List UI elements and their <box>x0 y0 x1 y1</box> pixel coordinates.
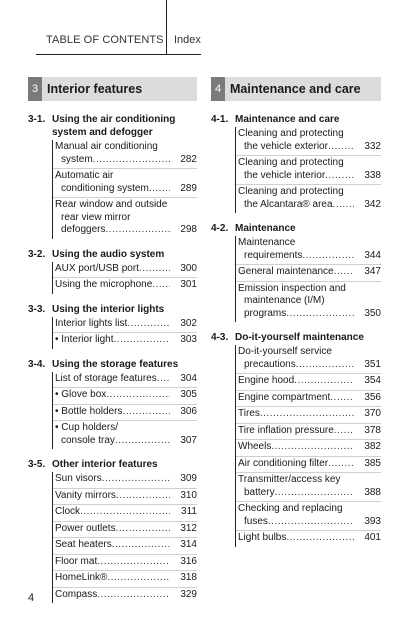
toc-entry-line-text: Automatic air <box>55 170 114 181</box>
page-ref[interactable]: 382 <box>364 441 381 452</box>
toc-entry-text <box>55 199 170 237</box>
toc-entry-line-text: • Glove box <box>55 389 107 400</box>
toc-entry-list <box>52 372 197 450</box>
toc-entry-line <box>55 279 170 292</box>
toc-entry-text <box>55 572 170 585</box>
toc-entry-text <box>238 128 354 153</box>
toc-entry-text <box>55 490 170 503</box>
toc-entry-line-text: fuses <box>244 515 268 527</box>
dot-leader <box>102 473 170 486</box>
toc-entry-line <box>238 199 354 212</box>
section-title: Interior features <box>42 77 197 101</box>
dot-leader <box>286 308 354 321</box>
toc-entry-line-text: Tires <box>238 408 260 419</box>
subsection-heading[interactable] <box>211 113 381 126</box>
toc-entry[interactable] <box>53 317 197 333</box>
section-number: 4 <box>211 77 225 101</box>
dot-leader <box>271 441 354 454</box>
page-ref[interactable]: 370 <box>364 408 381 419</box>
toc-entry[interactable] <box>236 456 381 473</box>
toc-entry-line-text: Cleaning and protecting <box>238 157 344 168</box>
dot-leader <box>333 199 354 212</box>
toc-entry[interactable] <box>236 184 381 213</box>
subsection-heading[interactable] <box>28 303 197 316</box>
toc-entry-text <box>55 389 170 402</box>
toc-entry-line-text: programs <box>244 307 287 319</box>
toc-entry[interactable] <box>236 501 381 530</box>
toc-entry-line-text: console tray <box>61 434 115 446</box>
subsection <box>211 113 381 213</box>
page-ref[interactable]: 351 <box>364 358 381 370</box>
toc-entry-text <box>238 392 354 405</box>
toc-entry[interactable] <box>236 281 381 323</box>
page-ref[interactable]: 388 <box>364 486 381 498</box>
toc-entry-line <box>55 539 170 552</box>
dot-leader <box>139 263 170 276</box>
toc-entry-line-text: conditioning system <box>61 182 149 194</box>
page-ref[interactable]: 309 <box>180 473 197 484</box>
section-header <box>28 77 197 101</box>
dot-leader <box>275 487 354 500</box>
header-divider <box>166 0 167 54</box>
subsection-number: 3-4. <box>28 358 46 370</box>
page-ref[interactable]: 347 <box>364 266 381 277</box>
subsection-title: Using the air conditioning system and defogger <box>52 114 176 138</box>
toc-entry-line-text: Do-it-yourself service <box>238 346 332 357</box>
toc-entry[interactable] <box>236 155 381 184</box>
toc-entry-line <box>55 406 170 419</box>
toc-entry-text <box>55 422 170 447</box>
subsection <box>28 358 197 450</box>
toc-entry-line-text: Emission inspection and <box>238 282 346 294</box>
toc-entry-text <box>238 346 354 371</box>
dot-leader <box>80 506 170 519</box>
toc-entry[interactable] <box>236 530 381 547</box>
toc-entry-line <box>55 224 170 237</box>
toc-entry-line <box>238 250 354 263</box>
toc-entry-list <box>52 262 197 294</box>
toc-entry-text <box>238 375 354 388</box>
toc-entry-text <box>55 523 170 536</box>
toc-entry-list <box>52 472 197 603</box>
page-number: 4 <box>28 592 35 604</box>
subsection-title: Using the audio system <box>52 248 165 260</box>
toc-entry-line <box>238 346 354 359</box>
page-ref[interactable]: 342 <box>364 198 381 210</box>
toc-entry-line <box>55 154 170 167</box>
section-column-interior-features <box>28 77 197 603</box>
toc-entry[interactable] <box>53 570 197 587</box>
section-column-maintenance-and-care <box>211 77 381 547</box>
toc-entry[interactable] <box>53 168 197 197</box>
toc-entry[interactable] <box>53 262 197 278</box>
page-ref[interactable]: 300 <box>180 262 197 274</box>
toc-entry[interactable] <box>53 488 197 505</box>
page-ref[interactable]: 311 <box>181 506 197 517</box>
toc-entry-line <box>55 334 170 347</box>
toc-entry[interactable] <box>53 504 197 521</box>
dot-leader <box>127 318 170 331</box>
toc-entry-line-text: Transmitter/access key <box>238 474 341 485</box>
toc-entry-line <box>238 186 354 199</box>
toc-entry[interactable] <box>236 236 381 264</box>
toc-entry[interactable] <box>53 554 197 571</box>
page-ref[interactable]: 344 <box>364 249 381 261</box>
subsection-heading[interactable] <box>28 113 197 139</box>
dot-leader <box>149 183 170 196</box>
toc-entry-line <box>55 589 170 602</box>
section-header <box>211 77 381 101</box>
page-ref[interactable]: 314 <box>180 539 197 550</box>
toc-entry-line <box>238 487 354 500</box>
toc-entry-line-text: Sun visors <box>55 473 102 484</box>
toc-entry-line-text: maintenance (I/M) <box>244 295 325 306</box>
toc-entry-line <box>55 572 170 585</box>
toc-entry-text <box>55 589 170 602</box>
subsection-heading[interactable] <box>211 222 381 235</box>
toc-entry-line-text: Maintenance <box>238 237 296 248</box>
toc-entry-text <box>55 406 170 419</box>
dot-leader <box>122 406 170 419</box>
toc-entry-line <box>55 506 170 519</box>
page-ref[interactable]: 312 <box>180 522 197 534</box>
dot-leader <box>294 375 354 388</box>
toc-entry-line <box>55 183 170 196</box>
toc-entry[interactable] <box>236 390 381 407</box>
toc-entry-line-text: Engine compartment <box>238 391 331 403</box>
toc-entry-line-text: battery <box>244 486 275 498</box>
toc-entry-line <box>238 295 354 308</box>
toc-entry-line-text: Interior lights list <box>55 317 128 329</box>
toc-entry-list <box>235 127 381 213</box>
toc-entry-line <box>238 425 354 438</box>
toc-entry-line-text: Cleaning and protecting <box>238 186 344 197</box>
toc-entry-line <box>55 556 170 569</box>
header-rule <box>36 54 201 55</box>
toc-entry-line <box>55 141 170 154</box>
toc-entry-line-text: Light bulbs <box>238 532 287 543</box>
toc-entry-line-text: Cleaning and protecting <box>238 128 344 139</box>
section-title: Maintenance and care <box>225 77 381 101</box>
toc-entry-text <box>55 506 170 519</box>
toc-entry-text <box>55 373 170 386</box>
toc-entry-line-text: Seat heaters <box>55 539 112 550</box>
toc-entry-text <box>238 425 354 438</box>
subsection-number: 4-1. <box>211 114 229 125</box>
page-ref[interactable]: 298 <box>180 224 197 235</box>
toc-entry-text <box>238 503 354 528</box>
dot-leader <box>152 279 170 292</box>
dot-leader <box>105 224 170 237</box>
toc-entry-line-text: Power outlets <box>55 522 116 534</box>
page-header <box>0 0 416 60</box>
toc-entry-text <box>238 441 354 454</box>
toc-entry-line <box>238 408 354 421</box>
page-ref[interactable]: 304 <box>180 372 197 384</box>
page-ref[interactable]: 289 <box>180 182 197 194</box>
toc-entry-line-text: the vehicle exterior <box>244 140 328 152</box>
subsection-number: 4-3. <box>211 332 229 343</box>
toc-entry-line-text: List of storage features <box>55 372 157 384</box>
toc-entry[interactable] <box>53 521 197 538</box>
dot-leader <box>112 539 170 552</box>
toc-entry-text <box>55 170 170 195</box>
toc-entry-line <box>55 199 170 212</box>
toc-entry-text <box>55 334 170 347</box>
page-ref[interactable]: 385 <box>364 457 381 469</box>
toc-entry-text <box>238 408 354 421</box>
toc-entry-line <box>238 237 354 250</box>
toc-entry[interactable] <box>53 472 197 488</box>
page-ref[interactable]: 307 <box>180 434 197 446</box>
toc-entry-line-text: • Cup holders/ <box>55 422 118 433</box>
dot-leader <box>302 250 354 263</box>
toc-entry-line <box>238 441 354 454</box>
toc-entry-line <box>55 422 170 435</box>
page-ref[interactable]: 305 <box>180 389 197 400</box>
toc-entry[interactable] <box>53 404 197 421</box>
subsection <box>211 331 381 547</box>
toc-entry[interactable] <box>236 264 381 281</box>
dot-leader <box>268 516 354 529</box>
dot-leader <box>328 141 354 154</box>
toc-entry-line <box>55 389 170 402</box>
toc-entry-line-text: Wheels <box>238 441 272 452</box>
toc-entry-line <box>55 318 170 331</box>
page-ref[interactable]: 356 <box>364 391 381 403</box>
toc-entry-line-text: Using the microphone <box>55 279 153 290</box>
dot-leader <box>97 589 170 602</box>
subsection-title: Do-it-yourself maintenance <box>235 332 364 343</box>
toc-entry[interactable] <box>53 537 197 554</box>
dot-leader <box>328 458 354 471</box>
toc-entry-line <box>55 373 170 386</box>
dot-leader <box>296 359 354 372</box>
toc-entry-text <box>238 474 354 499</box>
toc-entry-line <box>238 458 354 471</box>
toc-entry-line <box>238 170 354 183</box>
subsection-title: Maintenance and care <box>235 114 340 125</box>
dot-leader <box>334 425 354 438</box>
page-ref[interactable]: 302 <box>180 317 197 329</box>
toc-entry-list <box>235 345 381 547</box>
page-ref[interactable]: 393 <box>364 515 381 527</box>
dot-leader <box>114 334 170 347</box>
toc-entry-text <box>238 237 354 262</box>
toc-entry-text <box>55 473 170 486</box>
toc-entry-line-text: Engine hood <box>238 375 295 386</box>
toc-entry[interactable] <box>53 332 197 349</box>
dot-leader <box>115 435 170 448</box>
toc-entry[interactable] <box>236 472 381 501</box>
toc-entry-line <box>238 283 354 296</box>
toc-entry-line-text: Checking and replacing <box>238 503 343 514</box>
toc-entry-line-text: AUX port/USB port <box>55 262 139 274</box>
toc-entry-line <box>238 532 354 545</box>
toc-entry-text <box>238 283 354 321</box>
subsection <box>28 303 197 349</box>
toc-entry-line <box>238 128 354 141</box>
toc-entry-line <box>238 392 354 405</box>
dot-leader <box>330 392 354 405</box>
toc-entry-text <box>55 318 170 331</box>
toc-entry-text <box>55 279 170 292</box>
toc-entry-line-text: Compass <box>55 588 98 600</box>
toc-entry-line <box>238 375 354 388</box>
section-number: 3 <box>28 77 42 101</box>
toc-entry[interactable] <box>53 420 197 449</box>
subsection <box>28 248 197 294</box>
toc-entry[interactable] <box>236 423 381 440</box>
toc-entry-line <box>55 523 170 536</box>
subsection <box>211 222 381 322</box>
subsection <box>28 458 197 603</box>
toc-entry[interactable] <box>53 387 197 404</box>
dot-leader <box>107 572 170 585</box>
toc-entry-line-text: Floor mat <box>55 555 98 567</box>
subsection-number: 3-5. <box>28 459 46 470</box>
toc-entry-text <box>238 266 354 279</box>
subsection-number: 3-3. <box>28 303 46 315</box>
toc-entry-line <box>238 141 354 154</box>
page-ref[interactable]: 378 <box>364 424 381 436</box>
toc-entry[interactable] <box>53 197 197 239</box>
toc-entry-line-text: the Alcantara® area <box>244 198 333 210</box>
toc-entry[interactable] <box>53 372 197 388</box>
toc-entry-text <box>55 141 170 166</box>
toc-entry-text <box>55 263 170 276</box>
toc-entry-text <box>238 186 354 211</box>
dot-leader <box>93 154 170 167</box>
page-ref[interactable]: 332 <box>364 140 381 152</box>
toc-entry-list <box>52 317 197 349</box>
dot-leader <box>334 266 354 279</box>
page-ref[interactable]: 350 <box>364 307 381 319</box>
toc-entry-text <box>238 458 354 471</box>
page-ref[interactable]: 354 <box>364 375 381 386</box>
dot-leader <box>286 532 354 545</box>
toc-entry-line <box>238 516 354 529</box>
toc-entry-line-text: Manual air conditioning <box>55 141 158 152</box>
toc-entry-line <box>238 308 354 321</box>
toc-entry-list <box>235 236 381 322</box>
toc-entry-line-text: HomeLink® <box>55 572 108 583</box>
toc-entry-line-text: Rear window and outside <box>55 199 168 210</box>
toc-entry-line-text: Vanity mirrors <box>55 489 116 501</box>
page-ref[interactable]: 306 <box>180 405 197 417</box>
toc-entry-line-text: rear view mirror <box>61 211 131 223</box>
toc-entry[interactable] <box>53 587 197 604</box>
toc-entry-line <box>238 503 354 516</box>
toc-entry-list <box>52 140 197 239</box>
subsection-title: Using the interior lights <box>52 303 165 315</box>
page-ref[interactable]: 316 <box>180 555 197 567</box>
toc-entry-text <box>238 532 354 545</box>
page-ref[interactable]: 301 <box>180 279 197 290</box>
dot-leader <box>260 408 354 421</box>
page-ref[interactable]: 310 <box>180 489 197 501</box>
subsection-number: 3-2. <box>28 248 46 260</box>
page-ref[interactable]: 282 <box>180 153 197 165</box>
page-ref[interactable]: 318 <box>180 572 197 583</box>
subsection-heading[interactable] <box>28 248 197 261</box>
toc-entry[interactable] <box>236 345 381 373</box>
toc-entry[interactable] <box>53 277 197 294</box>
toc-entry-line-text: • Interior light <box>55 334 114 345</box>
toc-entry-line-text: Air conditioning filter <box>238 457 329 469</box>
toc-entry[interactable] <box>53 140 197 168</box>
toc-entry-text <box>238 157 354 182</box>
toc-entry-line <box>55 263 170 276</box>
toc-entry-text <box>55 556 170 569</box>
index-label: Index <box>174 34 201 46</box>
page-ref[interactable]: 329 <box>180 588 197 600</box>
toc-entry[interactable] <box>236 406 381 423</box>
subsection-number: 4-2. <box>211 223 229 234</box>
toc-entry-line <box>55 212 170 225</box>
subsection-heading[interactable] <box>28 358 197 371</box>
subsection-title: Using the storage features <box>52 358 179 370</box>
toc-entry[interactable] <box>236 373 381 390</box>
dot-leader <box>116 523 170 536</box>
dot-leader <box>116 490 170 503</box>
subsection-number: 3-1. <box>28 114 46 125</box>
toc-entry-line-text: system <box>61 153 93 165</box>
toc-entry-line <box>238 266 354 279</box>
page-ref[interactable]: 338 <box>364 169 381 181</box>
toc-entry-line <box>55 435 170 448</box>
toc-entry-line-text: General maintenance <box>238 266 334 277</box>
toc-entry-line <box>238 359 354 372</box>
toc-entry-line-text: defoggers <box>61 224 106 235</box>
toc-entry-line-text: Clock <box>55 506 81 517</box>
toc-label: TABLE OF CONTENTS <box>46 34 164 46</box>
toc-entry-line <box>55 473 170 486</box>
dot-leader <box>106 389 170 402</box>
dot-leader <box>325 170 354 183</box>
toc-entry-line <box>238 474 354 487</box>
page-ref[interactable]: 401 <box>364 532 381 543</box>
toc-entry-line-text: requirements <box>244 249 303 261</box>
subsection-title: Maintenance <box>235 223 296 234</box>
toc-entry-line <box>55 170 170 183</box>
dot-leader <box>157 373 170 386</box>
subsection-heading[interactable] <box>28 458 197 471</box>
subsection <box>28 113 197 239</box>
toc-entry[interactable] <box>236 439 381 456</box>
subsection-heading[interactable] <box>211 331 381 344</box>
toc-entry-line-text: precautions <box>244 358 296 370</box>
toc-entry-line-text: • Bottle holders <box>55 405 123 417</box>
page-ref[interactable]: 303 <box>180 334 197 345</box>
dot-leader <box>97 556 170 569</box>
toc-entry[interactable] <box>236 127 381 155</box>
toc-entry-line-text: the vehicle interior <box>244 169 326 181</box>
toc-entry-line <box>238 157 354 170</box>
toc-entry-line-text: Tire inflation pressure <box>238 424 334 436</box>
subsection-title: Other interior features <box>52 459 158 470</box>
toc-entry-text <box>55 539 170 552</box>
toc-entry-line <box>55 490 170 503</box>
